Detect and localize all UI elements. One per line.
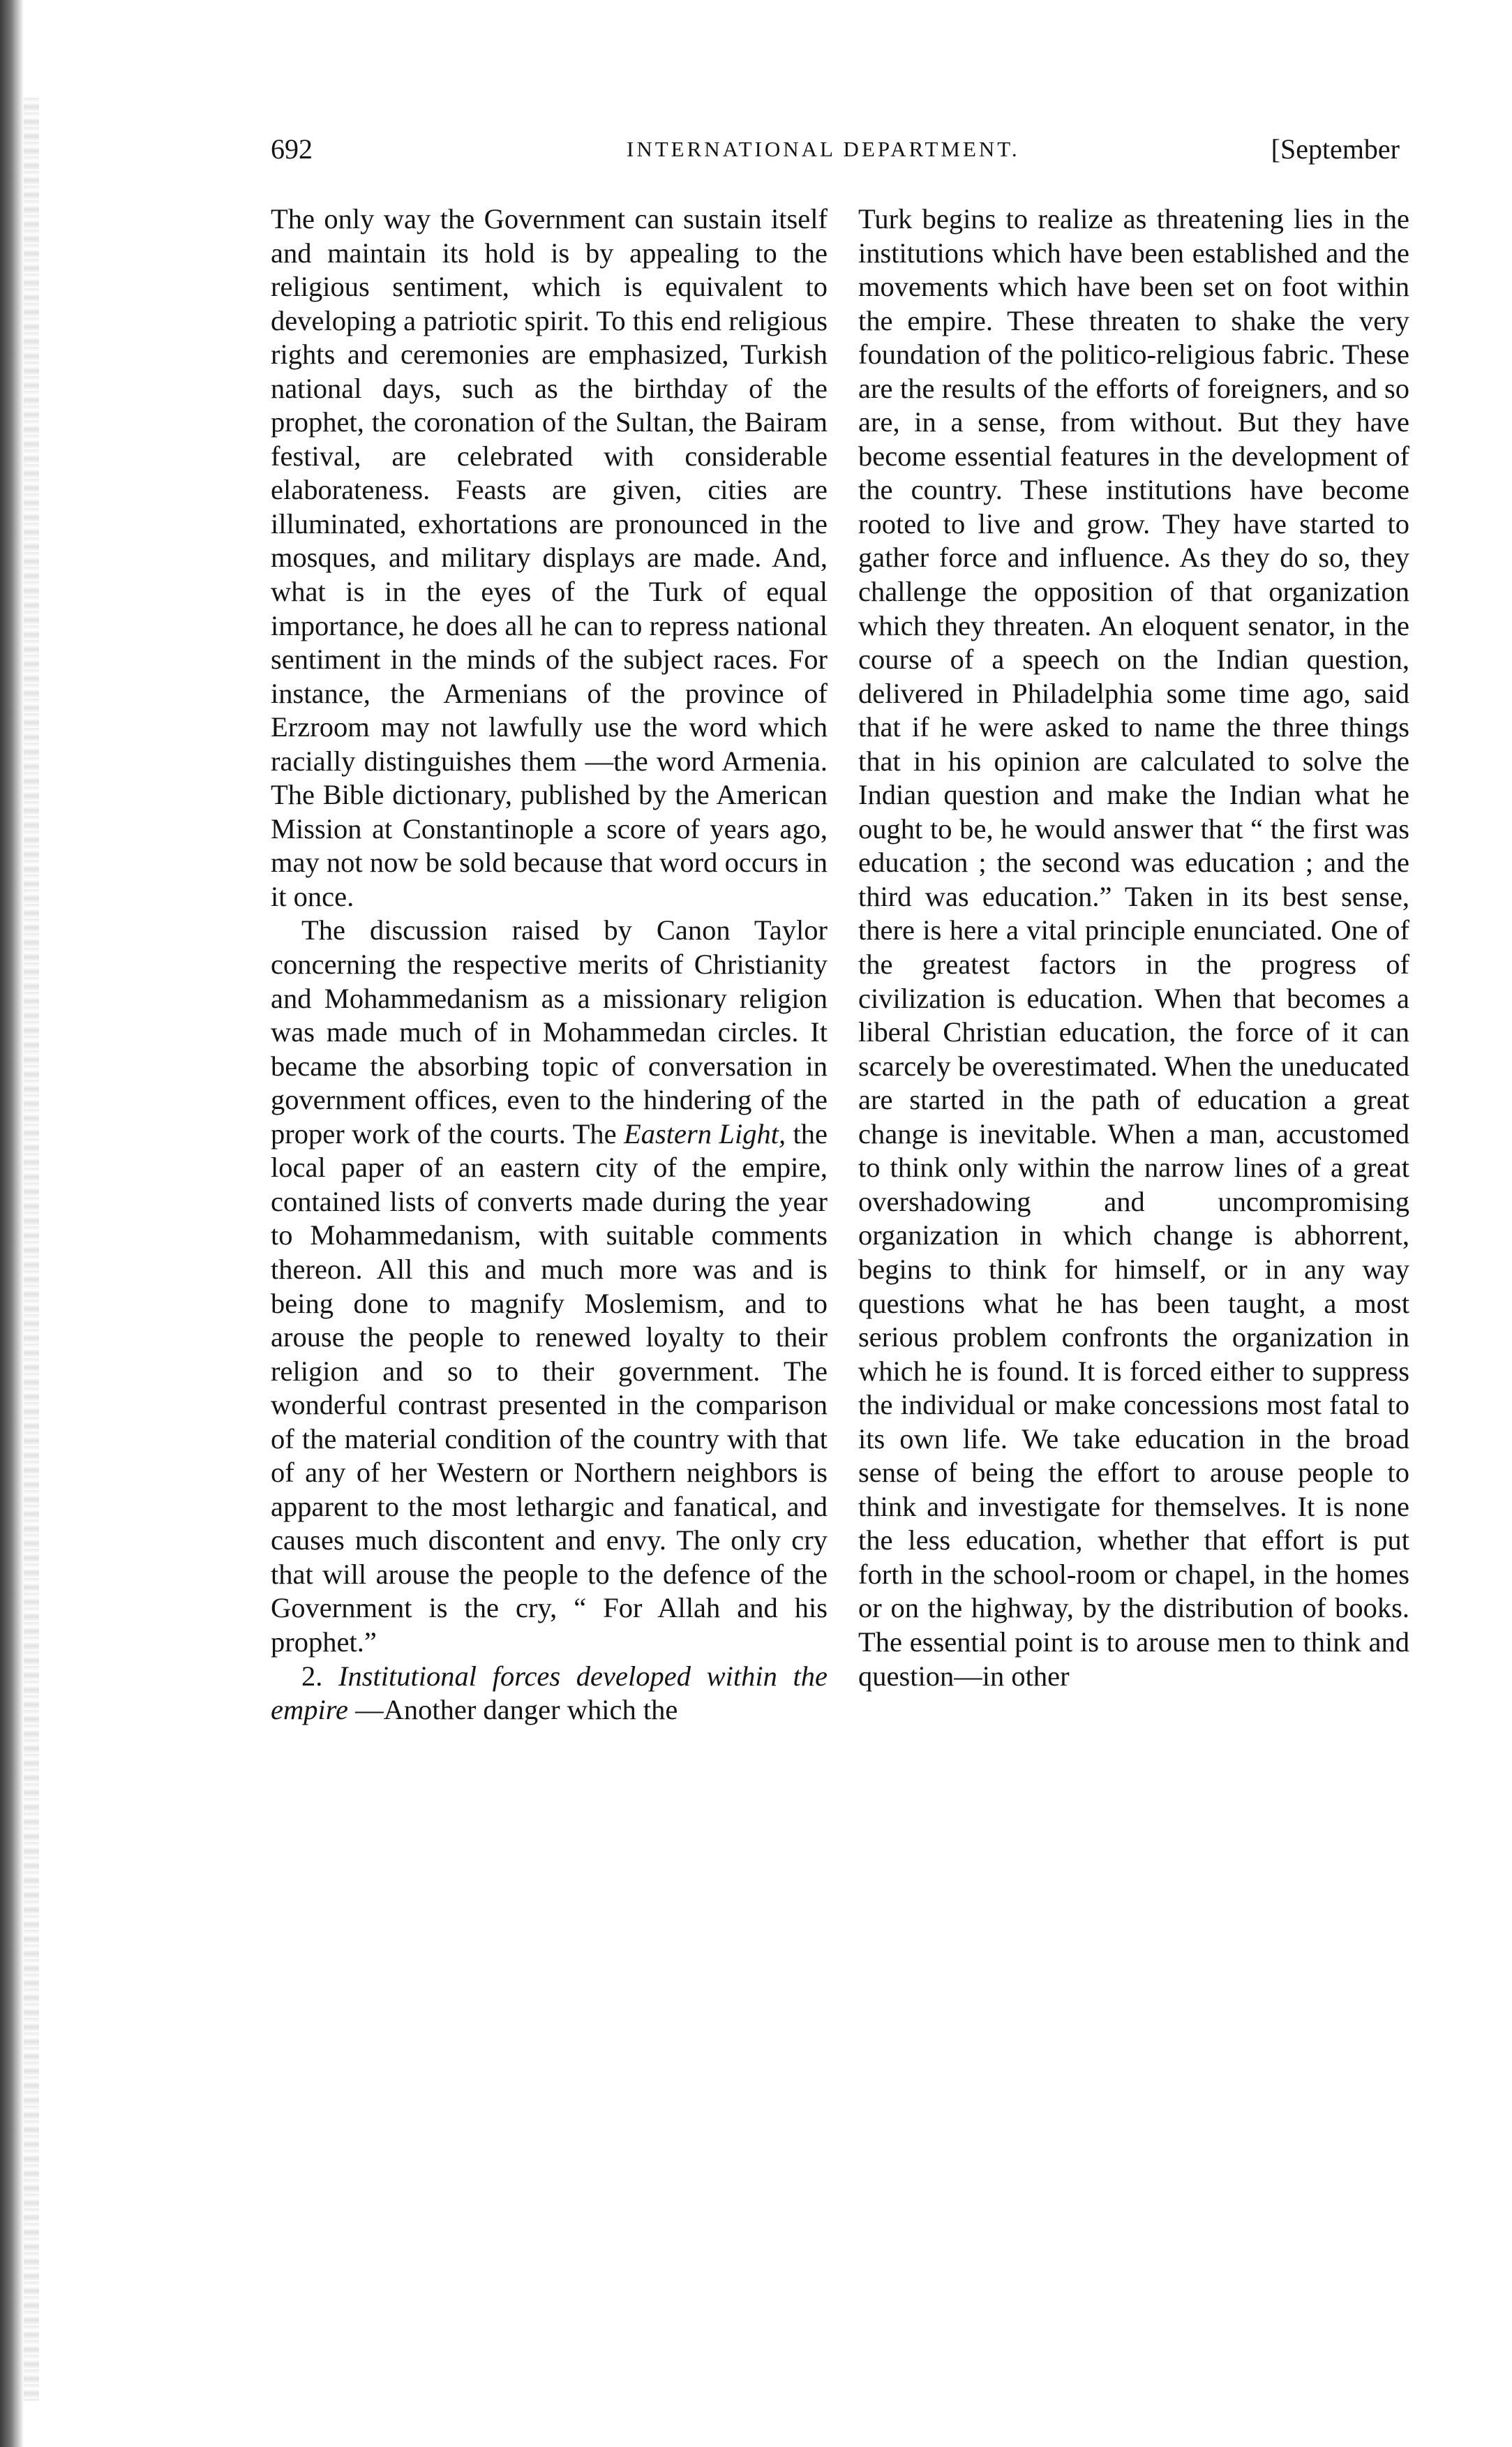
subsection-title: Institutional forces developed within the empire xyxy=(271,1660,828,1726)
running-head xyxy=(271,133,1400,174)
newspaper-title: Eastern Light, xyxy=(624,1117,786,1150)
binding-shadow xyxy=(0,0,24,2447)
paragraph: Turk begins to realize as threatening lies in the institutions which have been established and the movements which have been set on foot within the empire. These threaten to shake the very foundation of the politico-religious fabric. These are the results of the efforts of foreigners, and so are, in a sense, from without. But they have become essential features in the development of the country. These institutions have become rooted to live and grow. They have started to gather force and influence. As they do so, they challenge the opposition of that organization which they threaten. An eloquent senator, in the course of a speech on the Indian question, delivered in Philadelphia some time ago, said that if he were asked to name the three things that in his opinion are calculated to solve the Indian question and make the Indian what he ought to be, he would answer that “ the first was education ; the second was education ; and the third was education.” Taken in its best sense, there is here a vital principle enunciated. One of the greatest factors in the progress of civilization is education. When that becomes a liberal Christian education, the force of it can scarcely be overestimated. When the uneducated are started in the path of education a great change is inevitable. When a man, accustomed to think only within the narrow lines of a great overshadowing and uncompromising organization in which change is abhorrent, begins to think for himself, or in any way questions what he has been taught, a most serious problem confronts the organization in which he is found. It is forced either to suppress the individual or make concessions most fatal to its own life. We take education in the broad sense of being the effort to arouse people to think and investigate for themselves. It is none the less education, whether that effort is put forth in the school-room or chapel, in the homes or on the highway, by the distribution of books. The essential point is to arouse men to think and question—in other xyxy=(858,203,1409,1692)
right-column xyxy=(858,202,1409,1693)
binding-texture xyxy=(24,98,39,2401)
page-number: 692 xyxy=(271,133,313,165)
paragraph: The only way the Government can sustain itself and maintain its hold is by appealing to the religious sentiment, which is equivalent to developing a patriotic spirit. To this end religious rights and ceremonies are emphasized, Turkish national days, such as the birthday of the prophet, the coronation of the Sultan, the Bairam festival, are celebrated with considerable elaborateness. Feasts are given, cities are illuminated, exhortations are pronounced in the mosques, and military displays are made. And, what is in the eyes of the Turk of equal importance, he does all he can to repress national sentiment in the minds of the subject races. For instance, the Armenians of the province of Erzroom may not lawfully use the word which racially distinguishes them —the word Armenia. The Bible dictionary, published by the American Mission at Constantinople a score of years ago, may not now be sold because that word occurs in it once. xyxy=(271,203,828,912)
issue-month: [September xyxy=(1271,133,1400,165)
section-title: INTERNATIONAL DEPARTMENT. xyxy=(627,137,1020,161)
paragraph: 2. Institutional forces developed within the empire —Another danger which the xyxy=(271,1660,828,1726)
paragraph: The discussion raised by Canon Taylor concerning the respective merits of Christianity and Mohammedanism as a missionary religion was made much of in Mohammedan circles. It became the absorbing topic of conversation in government offices, even to the hindering of the proper work of the courts. The Eastern Light, the local paper of an eastern city of the empire, contained lists of converts made during the year to Mohammedanism, with suitable comments thereon. All this and much more was and is being done to magnify Moslemism, and to arouse the people to renewed loyalty to their religion and so to their government. The wonderful contrast presented in the comparison of the material condition of the country with that of any of her Western or Northern neighbors is apparent to the most lethargic and fanatical, and causes much discontent and envy. The only cry that will arouse the people to the defence of the Government is the cry, “ For Allah and his prophet.” xyxy=(271,914,828,1658)
left-column xyxy=(271,202,828,1727)
